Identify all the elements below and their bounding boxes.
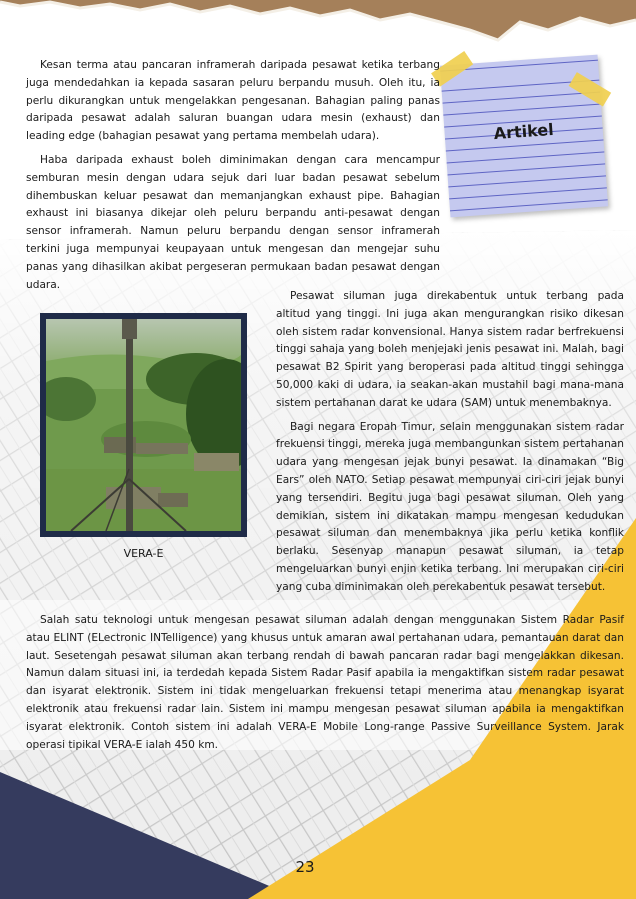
section-label: Artikel (493, 119, 555, 144)
artikel-sticky-note (440, 55, 608, 218)
vera-e-photo (46, 319, 241, 531)
paragraph: Salah satu teknologi untuk mengesan pesawat siluman adalah dengan menggunakan Sistem Radar Pasif atau ELINT (ELectronic INTelligence) yang khusus untuk amaran awal pertahanan udara, pemantauan darat dan laut. Sesetengah pesawat siluman akan terbang rendah di bawah pancaran radar bagi mengelakkan dikesan. Namun dalam situasi ini, ia terdedah kepada Sistem Radar Pasif apabila ia mengaktifkan sistem radar pesawat dan isyarat elektronik. Sistem ini tidak mengeluarkan frekuensi tetapi menerima atau menangkap isyarat elektronik atau frekuensi radar lain. Sistem ini mampu mengesan pesawat siluman apabila ia mengaktifkan isyarat elektronik. Contoh sistem ini adalah VERA-E Mobile Long-range Passive Surveillance System. Jarak operasi tipikal VERA-E ialah 450 km. (26, 614, 624, 751)
photo-frame (40, 313, 247, 537)
article-text-right (276, 288, 624, 603)
paragraph: Haba daripada exhaust boleh diminimakan dengan cara mencampur semburan mesin dengan udara sejuk dari luar badan pesawat sebelum dihembuskan keluar pesawat dan memanjangkan exhaust pipe. Bahagian exhaust ini biasanya dikejar oleh peluru berpandu anti-pesawat dengan sensor inframerah. Namun peluru berpandu dengan sensor inframerah terkini juga mempunyai keupayaan untuk mengesan dan mengejar suhu panas yang dihasilkan akibat pergeseran permukaan badan pesawat dengan udara. (26, 153, 440, 291)
paragraph: Pesawat siluman juga direkabentuk untuk terbang pada altitud yang tinggi. Ini juga akan mengurangkan risiko dikesan oleh sistem radar konvensional. Hanya sistem radar berfrekuensi tinggi sahaja yang boleh menjejaki jenis pesawat ini. Malah, bagi pesawat B2 Spirit yang beroperasi pada altitud tinggi sehingga 50,000 kaki di udara, ia seakan-akan mustahil bagi mana-mana sistem pertahanan darat ke udara (SAM) untuk menembaknya. (276, 290, 624, 409)
paragraph: Kesan terma atau pancaran inframerah daripada pesawat ketika terbang juga mendedahkan ia kepada sasaran peluru berpandu musuh. Oleh itu, ia perlu dikurangkan untuk mengelakkan pengesanan. Bahagian paling panas daripada pesawat adalah saluran buangan udara mesin (exhaust) dan leading edge (bahagian pesawat yang pertama membelah udara). (26, 59, 440, 143)
paragraph: Bagi negara Eropah Timur, selain menggunakan sistem radar frekuensi tinggi, mereka juga membangunkan sistem pertahanan udara yang mengesan jejak bunyi pesawat. Ia dinamakan “Big Ears” oleh NATO. Setiap pesawat mempunyai ciri-ciri jejak bunyi yang tersendiri. Begitu juga bagi pesawat siluman. Oleh yang demikian, sistem ini dikatakan mampu mengesan kedudukan pesawat siluman dan menembaknya jika perlu ketika konflik berlaku. Sesenyap manapun pesawat siluman, ia tetap mengeluarkan bunyi enjin ketika terbang. Ini merupakan ciri-ciri yang cuba diminimakan oleh perekabentuk pesawat tersebut. (276, 420, 624, 593)
photo-caption: VERA-E (123, 547, 164, 560)
page-number: 23 (295, 858, 315, 876)
article-text-top (26, 57, 440, 300)
article-text-bottom (26, 612, 624, 760)
